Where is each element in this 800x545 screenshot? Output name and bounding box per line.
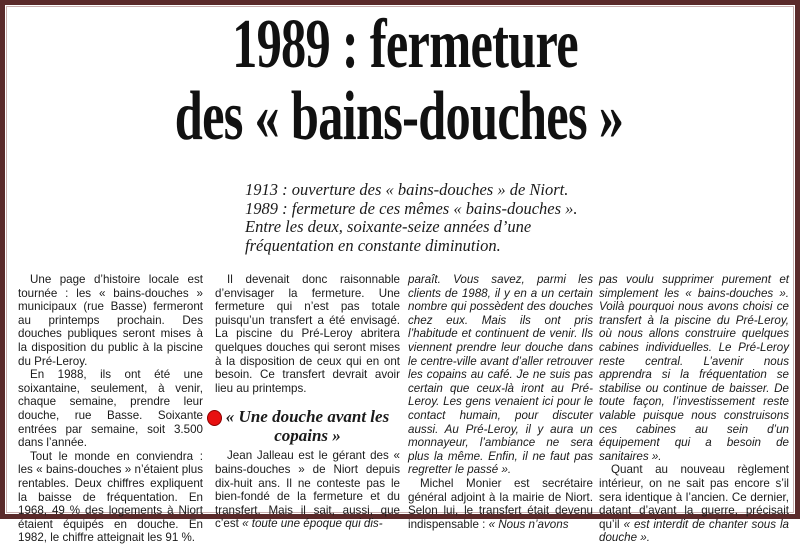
quote-paragraph: paraît. Vous savez, parmi les clients de 1988, il y en a un certain nombre qui possèdent des douches chez eux. Mais ils ont pris l’habitude et continuent de venir. Ils viennent prendre leur douche dans le centre-ville avant d’aller retrouver les copains au café. Je ne suis pas certain que ceux-là iront au Pré-Leroy. Les gens venaient ici pour le contact humain, pour discuter aussi. Au Pré-Leroy, il y aura un monnayeur, l’ambiance ne sera plus la même. Enfin, il ne faut pas regretter le passé ». (408, 273, 593, 477)
quote-paragraph: pas voulu supprimer purement et simplement les « bains-douches ». Voilà pourquoi nous avons choisi ce transfert à la piscine du Pré-Leroy, où nous allons construire quelques cabines individuelles. Le Pré-Leroy reste central. L’avenir nous apprendra si la fréquentation se stabilise ou continue de baisser. De toute façon, l’investissement reste valable puisque nous construisons ces cabines au sein d’un équipement qui a besoin de sanitaires ». (599, 273, 789, 463)
paragraph-text: Quant au nouveau règlement intérieur, on ne sait pas encore s’il sera identique à l’ancien. Ce dernier, datant d’avant la guerre, précisait qu’il (599, 463, 789, 531)
standfirst-line: Entre les deux, soixante-seize années d’une (245, 217, 532, 236)
column-3 (408, 273, 593, 531)
subheading-text: « Une douche avant les copains » (225, 407, 390, 446)
paragraph-text: Jean Jalleau est le gérant des « bains-douches » de Niort depuis dix-huit ans. Il ne conteste pas le bien-fondé de la fermeture et du transfert. Mais il sait, aussi, que c’est (215, 449, 400, 531)
headline-line-1: 1989 : fermeture (232, 6, 578, 83)
quote-text: « est interdit de chanter sous la douche ». (599, 517, 789, 545)
quote-text: « Nous n’avons (488, 517, 569, 531)
standfirst-line: 1913 : ouverture des « bains-douches » de Niort. (245, 180, 569, 199)
paragraph-text: Michel Monier est secrétaire général adjoint à la mairie de Niort. Selon lui, le transfert était devenu indispensable : (408, 476, 593, 531)
red-bullet-icon (207, 410, 222, 426)
column-4 (599, 273, 789, 545)
column-2 (215, 273, 400, 531)
quote-text: « toute une époque qui dis- (242, 517, 383, 531)
paragraph: Une page d’histoire locale est tournée : les « bains-douches » municipaux (rue Basse) fermeront au printemps prochain. Des douches publiques seront mises à la disposition du public à la piscine du Pré-Leroy. (18, 273, 203, 368)
paragraph: Tout le monde en conviendra : les « bains-douches » n’étaient plus rentables. Deux chiffres expliquent la baisse de fréquentation. En 1968, 49 % des logements à Niort étaient équipés en douche. En 1982, le chiffre atteignait les 91 %. (18, 449, 203, 545)
standfirst-line: fréquentation en constante diminution. (245, 235, 501, 255)
subheading (215, 407, 400, 445)
standfirst-line: 1989 : fermeture de ces mêmes « bains-douches ». (245, 198, 578, 218)
paragraph (599, 463, 789, 545)
headline-line-2: des « bains-douches » (174, 78, 624, 155)
paragraph: En 1988, ils ont été une soixantaine, seulement, à venir, chaque semaine, prendre leur douche, rue Basse. Soixante entrées par semaine, soit 3.500 dans l’année. (18, 368, 203, 450)
paragraph (408, 477, 593, 531)
column-1 (18, 273, 203, 545)
paragraph: Il devenait donc raisonnable d’envisager la fermeture. Une fermeture qui n’est pas totale puisqu’un transfert a été envisagé. La piscine du Pré-Leroy abritera quelques douches qui seront mises à la disposition de ceux qui en ont besoin. Ce transfert devrait avoir lieu au printemps. (215, 273, 400, 395)
standfirst (245, 181, 615, 255)
